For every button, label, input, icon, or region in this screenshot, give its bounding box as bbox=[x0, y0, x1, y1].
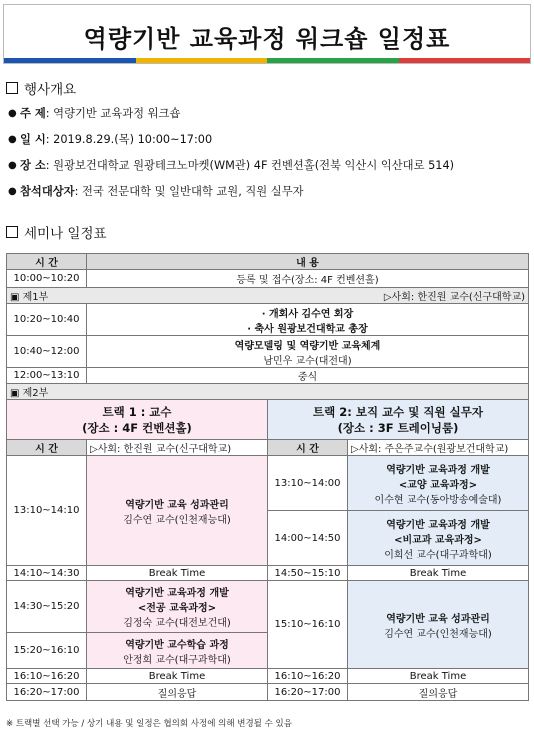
time-cell: 14:30~15:20 bbox=[7, 581, 87, 633]
session-title: 역량기반 교육과정 개발 bbox=[125, 588, 229, 599]
seminar-heading bbox=[6, 222, 107, 242]
session-speaker: 이수현 교수(동아방송예술대) bbox=[374, 494, 502, 506]
table-row bbox=[7, 581, 529, 633]
opening-speech: · 개회사 김수연 회장 bbox=[261, 308, 354, 320]
color-stripe-4 bbox=[399, 58, 531, 63]
qa-cell: 질의응답 bbox=[348, 684, 529, 701]
checkbox-square-icon bbox=[6, 82, 18, 94]
table-row bbox=[7, 684, 529, 701]
track1-title: 트랙 1 : 교수 bbox=[102, 404, 172, 419]
part1-cell bbox=[7, 288, 529, 304]
track2-header bbox=[268, 400, 529, 440]
time-cell: 15:20~16:10 bbox=[7, 633, 87, 669]
overview-label: 주 제 bbox=[20, 107, 46, 120]
time-cell: 16:20~17:00 bbox=[268, 684, 348, 701]
bullet-icon: ● bbox=[8, 107, 17, 119]
session-title: 역량기반 교육과정 개발 bbox=[386, 464, 490, 476]
color-stripe-3 bbox=[267, 58, 399, 63]
color-stripe-2 bbox=[136, 58, 268, 63]
overview-label: 참석대상자 bbox=[20, 185, 75, 198]
time-cell: 14:10~14:30 bbox=[7, 566, 87, 581]
session-subtitle: <비교과 교육과정> bbox=[394, 534, 482, 546]
table-row bbox=[7, 270, 529, 288]
track1-place: (장소 : 4F 컨벤션홀) bbox=[82, 420, 192, 435]
overview-row-attendees bbox=[8, 178, 528, 204]
part2-row bbox=[7, 384, 529, 400]
session-cell bbox=[348, 581, 529, 669]
table-row bbox=[7, 669, 529, 684]
time-cell: 13:10~14:10 bbox=[7, 456, 87, 566]
checkbox-square-icon bbox=[6, 226, 18, 238]
overview-value: : 2019.8.29.(목) 10:00~17:00 bbox=[45, 133, 213, 146]
session-speaker: 김수연 교수(인천재능대) bbox=[384, 628, 492, 640]
break-cell: Break Time bbox=[348, 669, 529, 684]
part1-host: ▷사회: 한진원 교수(신구대학교) bbox=[383, 292, 525, 303]
overview-label: 일 시 bbox=[20, 133, 46, 146]
table-header-row bbox=[7, 254, 529, 270]
session-cell bbox=[87, 456, 268, 566]
track-header-row bbox=[7, 400, 529, 440]
overview-value: : 원광보건대학교 원광테크노마켓(WM관) 4F 컨벤션홀(전북 익산시 익산대로 514) bbox=[45, 159, 455, 172]
table-row bbox=[7, 336, 529, 368]
color-stripe-1 bbox=[4, 58, 136, 63]
track-subheader-row bbox=[7, 440, 529, 456]
part2-cell: ▣ 제2부 bbox=[7, 384, 529, 400]
bullet-icon: ● bbox=[8, 159, 17, 171]
content-cell: 등록 및 접수(장소: 4F 컨벤션홀) bbox=[87, 270, 529, 288]
session-title: 역량기반 교수학습 과정 bbox=[125, 639, 229, 651]
time-cell: 14:50~15:10 bbox=[268, 566, 348, 581]
track2-time-header: 시 간 bbox=[268, 440, 348, 456]
time-cell: 16:10~16:20 bbox=[268, 669, 348, 684]
track2-title: 트랙 2: 보직 교수 및 직원 실무자 bbox=[313, 404, 483, 419]
session-cell bbox=[348, 511, 529, 566]
session-subtitle: <전공 교육과정> bbox=[137, 603, 217, 614]
page-title: 역량기반 교육과정 워크숍 일정표 bbox=[83, 25, 451, 53]
table-row bbox=[7, 566, 529, 581]
session-title: 역량기반 교육과정 개발 bbox=[386, 519, 490, 531]
session-speaker: 남민우 교수(대전대) bbox=[263, 355, 352, 367]
overview-row-place bbox=[8, 152, 528, 178]
content-cell: 중식 bbox=[87, 368, 529, 384]
table-row bbox=[7, 368, 529, 384]
time-cell: 15:10~16:10 bbox=[268, 581, 348, 669]
table-row bbox=[7, 456, 529, 511]
time-cell: 13:10~14:00 bbox=[268, 456, 348, 511]
content-cell bbox=[87, 336, 529, 368]
overview-label: 장 소 bbox=[20, 159, 46, 172]
overview-row-topic bbox=[8, 100, 528, 126]
seminar-heading-label: 세미나 일정표 bbox=[24, 226, 107, 242]
overview-heading-label: 행사개요 bbox=[24, 82, 77, 98]
session-speaker: 안정희 교수(대구과학대) bbox=[123, 654, 231, 666]
session-speaker: 이희선 교수(대구과학대) bbox=[384, 549, 492, 561]
track2-place: (장소 : 3F 트레이닝룸) bbox=[337, 420, 459, 435]
track1-header bbox=[7, 400, 268, 440]
header-time: 시 간 bbox=[7, 254, 87, 270]
footnote: ※ 트랙별 선택 가능 / 상기 내용 및 일정은 협의회 사정에 의해 변경될 수 있음 bbox=[6, 719, 292, 729]
time-cell: 10:00~10:20 bbox=[7, 270, 87, 288]
session-title: 역량기반 교육 성과관리 bbox=[125, 499, 229, 511]
break-cell: Break Time bbox=[348, 566, 529, 581]
time-cell: 10:20~10:40 bbox=[7, 304, 87, 336]
overview-heading bbox=[6, 78, 76, 98]
congratulatory-speech: · 축사 원광보건대학교 총장 bbox=[247, 323, 368, 335]
session-title: 역량모델링 및 역량기반 교육체계 bbox=[234, 340, 381, 352]
table-row bbox=[7, 304, 529, 336]
session-speaker: 김수연 교수(인천재능대) bbox=[123, 514, 231, 526]
bullet-icon: ● bbox=[8, 185, 17, 197]
track1-time-header: 시 간 bbox=[7, 440, 87, 456]
track2-host: ▷사회: 주은주교수(원광보건대학교) bbox=[348, 440, 529, 456]
part1-label: ▣ 제1부 bbox=[10, 292, 49, 303]
qa-cell: 질의응답 bbox=[87, 684, 268, 701]
header-content: 내 용 bbox=[87, 254, 529, 270]
session-cell bbox=[87, 633, 268, 669]
time-cell: 14:00~14:50 bbox=[268, 511, 348, 566]
title-banner bbox=[3, 4, 531, 64]
overview-value: : 전국 전문대학 및 일반대학 교원, 직원 실무자 bbox=[74, 185, 304, 198]
color-stripe bbox=[4, 58, 530, 63]
content-cell bbox=[87, 304, 529, 336]
break-cell: Break Time bbox=[87, 566, 268, 581]
time-cell: 16:10~16:20 bbox=[7, 669, 87, 684]
track1-host: ▷사회: 한진원 교수(신구대학교) bbox=[87, 440, 268, 456]
schedule-table bbox=[6, 253, 529, 701]
break-cell: Break Time bbox=[87, 669, 268, 684]
session-subtitle: <교양 교육과정> bbox=[398, 479, 478, 491]
time-cell: 10:40~12:00 bbox=[7, 336, 87, 368]
overview-list bbox=[8, 100, 528, 204]
overview-row-date bbox=[8, 126, 528, 152]
time-cell: 12:00~13:10 bbox=[7, 368, 87, 384]
session-speaker: 김정숙 교수(대전보건대) bbox=[123, 618, 231, 629]
part1-row bbox=[7, 288, 529, 304]
overview-value: : 역량기반 교육과정 워크숍 bbox=[45, 107, 181, 120]
session-title: 역량기반 교육 성과관리 bbox=[386, 613, 490, 625]
time-cell: 16:20~17:00 bbox=[7, 684, 87, 701]
session-cell bbox=[348, 456, 529, 511]
bullet-icon: ● bbox=[8, 133, 17, 145]
session-cell bbox=[87, 581, 268, 633]
